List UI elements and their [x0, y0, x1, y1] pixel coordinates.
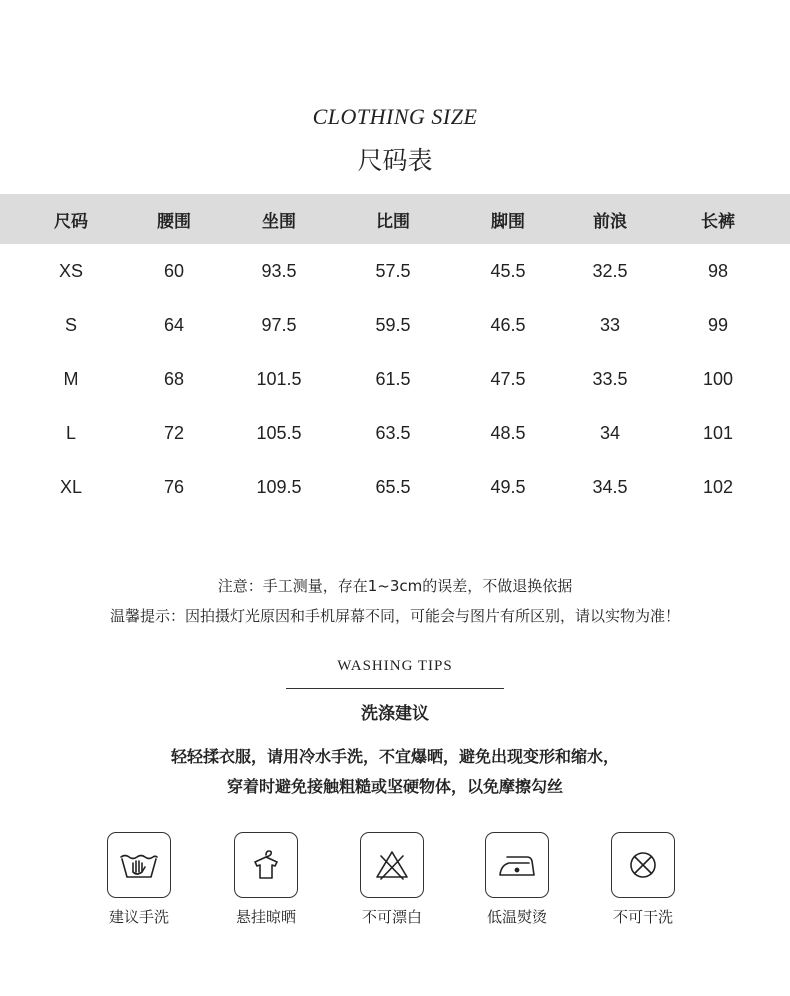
table-cell: 97.5 — [261, 314, 297, 335]
table-cell: 32.5 — [592, 260, 628, 281]
color-disclaimer-note: 温馨提示：因拍摄灯光原因和手机屏幕不同，可能会与图片有所区别，请以实物为准！ — [109, 607, 680, 625]
header-front-rise: 前浪 — [593, 211, 627, 232]
table-cell: 76 — [163, 476, 185, 497]
table-cell: M — [63, 368, 79, 389]
hang-dry-icon — [234, 832, 298, 898]
table-cell: 34.5 — [592, 476, 628, 497]
table-cell: S — [64, 314, 77, 335]
low-iron-icon — [485, 832, 549, 898]
table-cell: 109.5 — [256, 476, 302, 497]
table-header-row — [0, 194, 790, 244]
table-cell: 72 — [163, 422, 185, 443]
table-row — [0, 244, 790, 298]
table-cell: 48.5 — [490, 422, 526, 443]
table-cell: 102 — [702, 476, 734, 497]
header-pants-length: 长裤 — [701, 211, 735, 232]
header-leg-opening: 脚围 — [491, 211, 525, 232]
table-cell: 105.5 — [256, 422, 302, 443]
table-cell: 68 — [163, 368, 185, 389]
table-cell: 34 — [599, 422, 621, 443]
no-dry-clean-label: 不可干洗 — [612, 908, 673, 926]
table-cell: 101.5 — [256, 368, 302, 389]
table-cell: 49.5 — [490, 476, 526, 497]
table-cell: XS — [58, 260, 83, 281]
table-cell: 98 — [707, 260, 729, 281]
table-cell: 46.5 — [490, 314, 526, 335]
table-cell: XL — [59, 476, 83, 497]
table-cell: 61.5 — [375, 368, 411, 389]
table-cell: 33 — [599, 314, 621, 335]
header-thigh: 比围 — [376, 211, 410, 232]
table-cell: 59.5 — [375, 314, 411, 335]
table-cell: 45.5 — [490, 260, 526, 281]
title-english: CLOTHING SIZE — [312, 104, 478, 129]
header-waist: 腰围 — [157, 211, 191, 232]
hand-wash-icon — [107, 832, 171, 898]
washing-title-english: WASHING TIPS — [337, 658, 453, 674]
divider — [286, 688, 504, 689]
table-row — [0, 352, 790, 406]
header-hip: 坐围 — [262, 211, 296, 232]
care-instructions-line-1: 轻轻揉衣服，请用冷水手洗，不宜爆晒，避免出现变形和缩水， — [170, 747, 619, 766]
table-cell: 100 — [702, 368, 734, 389]
low-iron-label: 低温熨烫 — [486, 908, 547, 926]
table-row — [0, 406, 790, 460]
table-cell: 101 — [702, 422, 734, 443]
table-cell: 47.5 — [490, 368, 526, 389]
no-bleach-icon — [360, 832, 424, 898]
size-table — [0, 194, 790, 514]
measurement-note: 注意：手工测量，存在1~3cm的误差，不做退换依据 — [217, 577, 573, 595]
table-cell: 57.5 — [375, 260, 411, 281]
table-cell: L — [65, 422, 76, 443]
table-cell: 60 — [163, 260, 185, 281]
title-chinese: 尺码表 — [357, 146, 433, 175]
table-cell: 65.5 — [375, 476, 411, 497]
no-dry-clean-icon — [611, 832, 675, 898]
care-instructions-line-2: 穿着时避免接触粗糙或坚硬物体，以免摩擦勾丝 — [226, 777, 563, 796]
hand-wash-label: 建议手洗 — [108, 908, 169, 926]
table-cell: 64 — [163, 314, 185, 335]
washing-title-chinese: 洗涤建议 — [361, 704, 429, 724]
table-cell: 93.5 — [261, 260, 297, 281]
header-size: 尺码 — [54, 211, 88, 232]
table-cell: 33.5 — [592, 368, 628, 389]
table-row — [0, 460, 790, 514]
no-bleach-label: 不可漂白 — [361, 908, 422, 926]
table-cell: 63.5 — [375, 422, 411, 443]
table-row — [0, 298, 790, 352]
hang-dry-label: 悬挂晾晒 — [235, 908, 296, 926]
table-cell: 99 — [707, 314, 729, 335]
